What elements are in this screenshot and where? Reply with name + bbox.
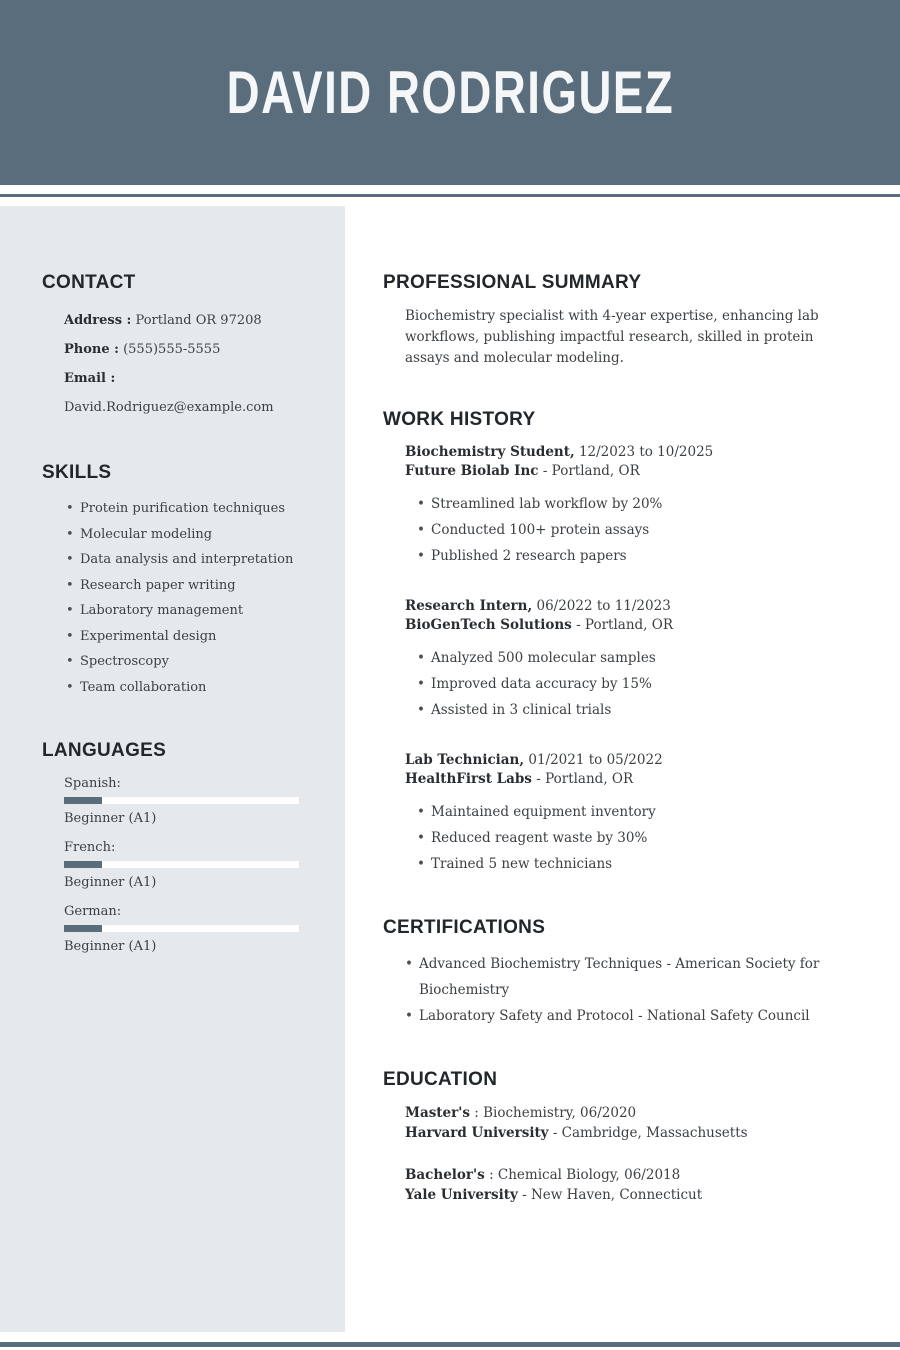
contact-heading: CONTACT xyxy=(42,272,136,293)
language-bar-track xyxy=(64,925,299,932)
language-name: German: xyxy=(64,904,122,919)
education-entry xyxy=(405,1103,830,1143)
content-area xyxy=(0,206,900,1332)
summary-section xyxy=(383,272,830,369)
job-bullets xyxy=(405,645,830,723)
job-title-row xyxy=(405,597,830,616)
language-bar-track xyxy=(64,797,299,804)
language-bar-fill xyxy=(64,925,102,932)
job-bullets xyxy=(405,491,830,569)
job-title-row xyxy=(405,443,830,462)
summary-heading: PROFESSIONAL SUMMARY xyxy=(383,272,642,293)
language-item xyxy=(64,904,307,954)
job-bullet: • Maintained equipment inventory xyxy=(417,799,830,825)
skill-item: • Protein purification techniques xyxy=(66,496,307,522)
language-name: Spanish: xyxy=(64,776,121,791)
school-location: - Cambridge, Massachusetts xyxy=(552,1125,748,1141)
job-bullet: • Improved data accuracy by 15% xyxy=(417,671,830,697)
skill-item: • Molecular modeling xyxy=(66,522,307,548)
main-column xyxy=(345,206,900,1332)
language-name: French: xyxy=(64,840,116,855)
job-bullet: • Analyzed 500 molecular samples xyxy=(417,645,830,671)
header-title xyxy=(156,58,745,127)
skills-heading: SKILLS xyxy=(42,462,112,483)
job-dates: 01/2021 to 05/2022 xyxy=(528,752,663,768)
job-bullet: • Published 2 research papers xyxy=(417,543,830,569)
skill-item: • Data analysis and interpretation xyxy=(66,547,307,573)
certification-item: • Advanced Biochemistry Techniques - American Society for Biochemistry xyxy=(405,951,830,1003)
language-item xyxy=(64,776,307,826)
job-title-row xyxy=(405,751,830,770)
contact-section xyxy=(42,272,307,422)
job-bullet: • Streamlined lab workflow by 20% xyxy=(417,491,830,517)
certification-item: • Laboratory Safety and Protocol - National Safety Council xyxy=(405,1003,830,1029)
languages-heading: LANGUAGES xyxy=(42,740,167,761)
certifications-heading: CERTIFICATIONS xyxy=(383,917,546,938)
certifications-section xyxy=(383,917,830,1029)
skills-list xyxy=(42,496,307,700)
job-company: BioGenTech Solutions xyxy=(405,617,572,633)
language-item xyxy=(64,840,307,890)
candidate-name: DAVID RODRIGUEZ xyxy=(226,59,674,126)
header-banner xyxy=(0,0,900,185)
job-location: - Portland, OR xyxy=(576,617,673,633)
job-company: HealthFirst Labs xyxy=(405,771,532,787)
skill-item: • Laboratory management xyxy=(66,598,307,624)
school-row xyxy=(405,1123,830,1143)
school: Yale University xyxy=(405,1187,518,1203)
job-title: Biochemistry Student, xyxy=(405,444,575,460)
degree-row xyxy=(405,1103,830,1123)
job-location: - Portland, OR xyxy=(536,771,634,787)
work-history-heading: WORK HISTORY xyxy=(383,409,536,430)
job-bullets xyxy=(405,799,830,877)
job-dates: 06/2022 to 11/2023 xyxy=(536,598,671,614)
contact-email-label: Email : xyxy=(64,371,116,386)
header-divider xyxy=(0,194,900,197)
footer-divider xyxy=(0,1342,900,1347)
education-section xyxy=(383,1069,830,1205)
skill-item: • Experimental design xyxy=(66,624,307,650)
job-company-row xyxy=(405,770,830,789)
contact-phone-value: (555)555-5555 xyxy=(123,342,221,357)
contact-phone-label: Phone : xyxy=(64,342,119,357)
job-company-row xyxy=(405,462,830,481)
education-heading: EDUCATION xyxy=(383,1069,498,1090)
languages-section xyxy=(42,740,307,954)
school-location: - New Haven, Connecticut xyxy=(522,1187,703,1203)
job-title: Lab Technician, xyxy=(405,752,525,768)
degree-detail: : Chemical Biology, 06/2018 xyxy=(489,1167,681,1183)
language-bar-track xyxy=(64,861,299,868)
contact-address-row xyxy=(64,306,307,335)
degree-detail: : Biochemistry, 06/2020 xyxy=(474,1105,637,1121)
job-company: Future Biolab Inc xyxy=(405,463,539,479)
language-level: Beginner (A1) xyxy=(64,875,157,890)
certifications-list xyxy=(383,951,830,1029)
language-level: Beginner (A1) xyxy=(64,939,157,954)
language-level: Beginner (A1) xyxy=(64,811,157,826)
school-row xyxy=(405,1185,830,1205)
job-bullet: • Reduced reagent waste by 30% xyxy=(417,825,830,851)
job-bullet: • Conducted 100+ protein assays xyxy=(417,517,830,543)
sidebar xyxy=(0,206,345,1332)
contact-email-row xyxy=(64,364,307,422)
skill-item: • Research paper writing xyxy=(66,573,307,599)
job-entry xyxy=(405,443,830,569)
skill-item: • Team collaboration xyxy=(66,675,307,701)
job-dates: 12/2023 to 10/2025 xyxy=(578,444,714,460)
skills-section xyxy=(42,462,307,700)
job-bullet: • Trained 5 new technicians xyxy=(417,851,830,877)
language-bar-fill xyxy=(64,861,102,868)
degree: Bachelor's xyxy=(405,1167,485,1183)
skill-item: • Spectroscopy xyxy=(66,649,307,675)
job-entry xyxy=(405,597,830,723)
job-title: Research Intern, xyxy=(405,598,533,614)
education-entry xyxy=(405,1165,830,1205)
degree-row xyxy=(405,1165,830,1185)
contact-phone-row xyxy=(64,335,307,364)
contact-address-label: Address : xyxy=(64,313,132,328)
job-entry xyxy=(405,751,830,877)
language-bar-fill xyxy=(64,797,102,804)
job-company-row xyxy=(405,616,830,635)
summary-text: Biochemistry specialist with 4-year expertise, enhancing lab workflows, publishing impactful research, skilled in protein assays and molecular modeling. xyxy=(405,308,819,366)
job-location: - Portland, OR xyxy=(542,463,640,479)
job-bullet: • Assisted in 3 clinical trials xyxy=(417,697,830,723)
contact-email-value: David.Rodriguez@example.com xyxy=(64,400,274,415)
school: Harvard University xyxy=(405,1125,549,1141)
work-history-section xyxy=(383,409,830,877)
degree: Master's xyxy=(405,1105,470,1121)
contact-address-value: Portland OR 97208 xyxy=(135,313,262,328)
